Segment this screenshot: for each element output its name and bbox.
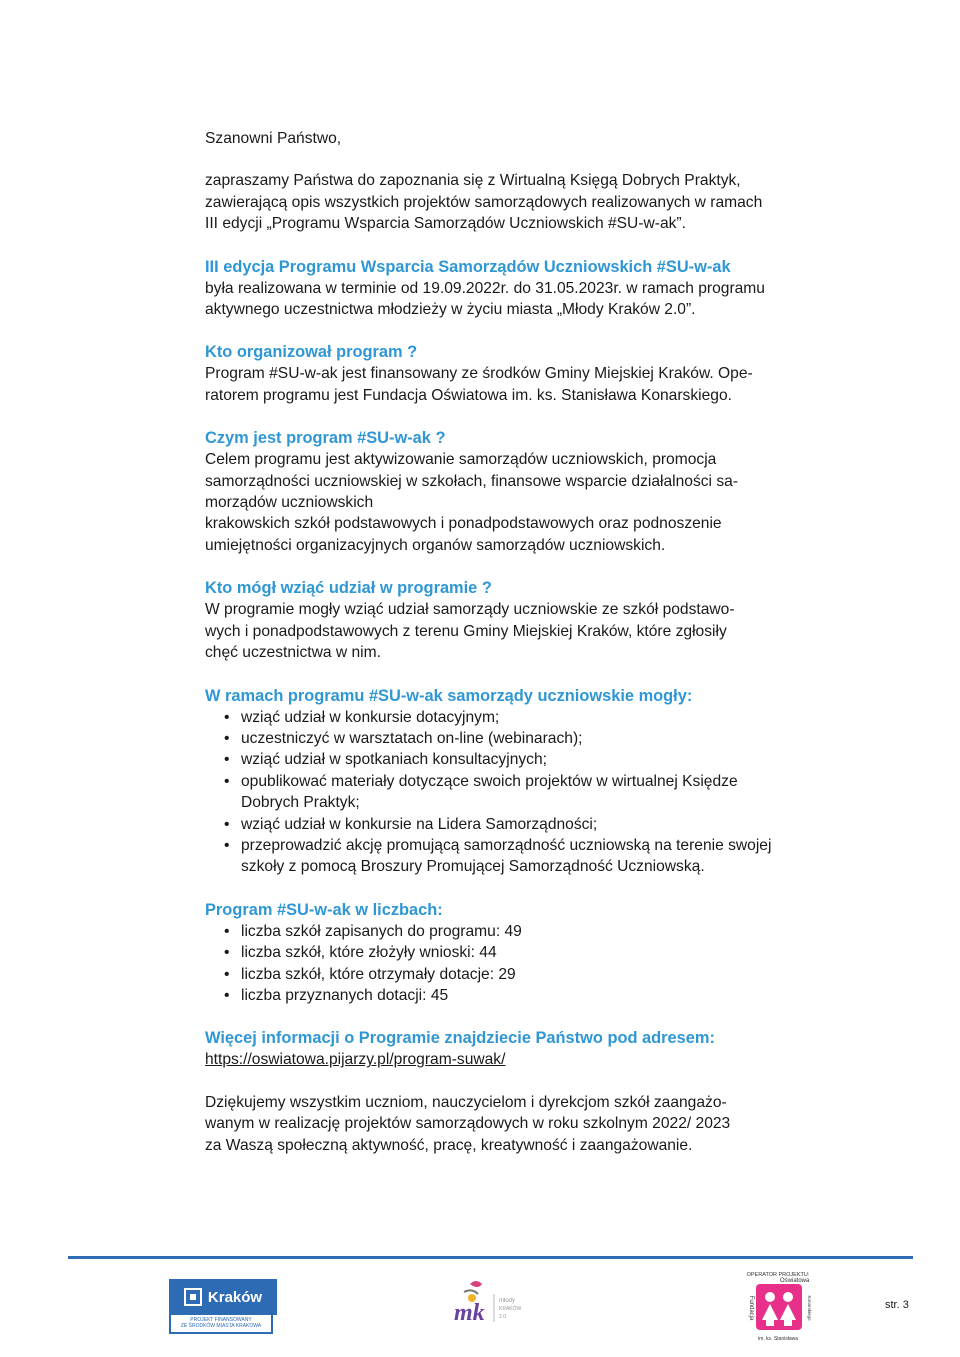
numbers-list [205, 921, 780, 1007]
list-item: • wziąć udział w spotkaniach konsultacyjnych; [241, 749, 780, 770]
fundacja-oswiatowa-logo [728, 1268, 828, 1348]
konarskiego-text: Konarskiego [807, 1295, 812, 1321]
intro-line: zawierającą opis wszystkich projektów samorządowych realizowanych w ramach [205, 193, 763, 211]
edition-line: była realizowana w terminie od 19.09.2022r. do 31.05.2023r. w ramach programu [205, 279, 765, 297]
intro-paragraph [205, 170, 780, 234]
thanks-line: Dziękujemy wszystkim uczniom, nauczycielom i dyrekcjom szkół zaangażo- [205, 1093, 727, 1111]
operator-label: OPERATOR PROJEKTU: [746, 1272, 810, 1278]
more-info-heading: Więcej informacji o Programie znajdziecie Państwo pod adresem: [205, 1029, 715, 1048]
edition-heading: III edycja Programu Wsparcia Samorządów Uczniowskich #SU-w-ak [205, 257, 731, 276]
eligibility-section [205, 577, 780, 663]
organizer-line: ratorem programu jest Fundacja Oświatowa im. ks. Stanisława Konarskiego. [205, 386, 732, 404]
footer-divider [68, 1256, 913, 1259]
list-item: • wziąć udział w konkursie na Lidera Samorządności; [241, 814, 780, 835]
about-line: samorządności uczniowskiej w szkołach, finansowe wsparcie działalności sa- [205, 472, 739, 490]
organizer-heading: Kto organizował program ? [205, 343, 418, 362]
edition-section [205, 256, 780, 321]
list-item: • wziąć udział w konkursie dotacyjnym; [241, 707, 780, 728]
about-line: Celem programu jest aktywizowanie samorządów uczniowskich, promocja [205, 451, 717, 469]
list-item: • przeprowadzić akcję promującą samorządność uczniowską na terenie swojej szkoły z pomocą Broszury Promującej Samorządność Uczniowską. [241, 835, 780, 878]
oswiatowa-text: Oświatowa [780, 1278, 810, 1284]
more-info-section [205, 1027, 780, 1070]
stanislawa-text: im. ks. Stanisława [757, 1336, 799, 1342]
krakow-caption-line: ZE ŚRODKÓW MIASTA KRAKOWA [180, 1323, 262, 1329]
mk-word: KRAKÓW [499, 1306, 522, 1312]
mk-word: 2.0 [499, 1314, 506, 1320]
mk-word: młody [499, 1298, 516, 1304]
program-link[interactable]: https://oswiatowa.pijarzy.pl/program-suwak/ [205, 1051, 506, 1069]
krakow-logo [169, 1279, 277, 1331]
greeting: Szanowni Państwo, [205, 130, 342, 147]
organizer-line: Program #SU-w-ak jest finansowany ze środków Gminy Miejskiej Kraków. Ope- [205, 365, 753, 383]
list-item: • liczba szkół zapisanych do programu: 49 [241, 921, 780, 942]
mk-letters: mk [454, 1300, 485, 1326]
krakow-logo-banner [169, 1279, 277, 1315]
thanks-paragraph [205, 1092, 780, 1156]
intro-line: III edycji „Programu Wsparcia Samorządów Uczniowskich #SU-w-ak”. [205, 215, 686, 233]
activities-section [205, 685, 780, 878]
eligibility-line: W programie mogły wziąć udział samorządy uczniowskie ze szkół podstawo- [205, 601, 735, 619]
numbers-heading: Program #SU-w-ak w liczbach: [205, 900, 443, 919]
thanks-line: wanym w realizację projektów samorządowych w roku szkolnym 2022/ 2023 [205, 1115, 731, 1133]
about-line: umiejętności organizacyjnych organów samorządów uczniowskich. [205, 536, 666, 554]
eligibility-line: chęć uczestnictwa w nim. [205, 644, 381, 662]
eligibility-heading: Kto mógł wziąć udział w programie ? [205, 579, 492, 598]
activities-heading: W ramach programu #SU-w-ak samorządy uczniowskie mogły: [205, 686, 693, 705]
about-line: morządów uczniowskich [205, 494, 374, 512]
krakow-logo-name: Kraków [207, 1288, 263, 1306]
about-heading: Czym jest program #SU-w-ak ? [205, 429, 446, 448]
list-item: • uczestniczyć w warsztatach on-line (webinarach); [241, 728, 780, 749]
about-line: krakowskich szkół podstawowych i ponadpodstawowych oraz podnoszenie [205, 515, 722, 533]
intro-line: zapraszamy Państwa do zapoznania się z Wirtualną Księgą Dobrych Praktyk, [205, 172, 741, 190]
list-item: • opublikować materiały dotyczące swoich projektów w wirtualnej Księdze Dobrych Praktyk; [241, 771, 780, 814]
edition-line: aktywnego uczestnictwa młodzieży w życiu miasta „Młody Kraków 2.0”. [205, 301, 696, 319]
organizer-section [205, 341, 780, 406]
krakow-mark-icon [184, 1288, 202, 1306]
krakow-logo-caption [169, 1315, 273, 1334]
krakow-caption-line: PROJEKT FINANSOWANY [190, 1317, 252, 1323]
list-item: • liczba szkół, które złożyły wnioski: 44 [241, 942, 780, 963]
mlody-krakow-logo [450, 1276, 532, 1328]
fundacja-text: Fundacja [748, 1295, 754, 1321]
letter-body [205, 128, 780, 1177]
page-number: str. 3 [885, 1299, 909, 1311]
list-item: • liczba przyznanych dotacji: 45 [241, 985, 780, 1006]
numbers-section [205, 899, 780, 1007]
activities-list [205, 707, 780, 878]
list-item: • liczba szkół, które otrzymały dotacje: 29 [241, 964, 780, 985]
eligibility-line: wych i ponadpodstawowych z terenu Gminy Miejskiej Kraków, które zgłosiły [205, 622, 727, 640]
thanks-line: za Waszą społeczną aktywność, pracę, kreatywność i zaangażowanie. [205, 1136, 693, 1154]
about-section [205, 427, 780, 556]
